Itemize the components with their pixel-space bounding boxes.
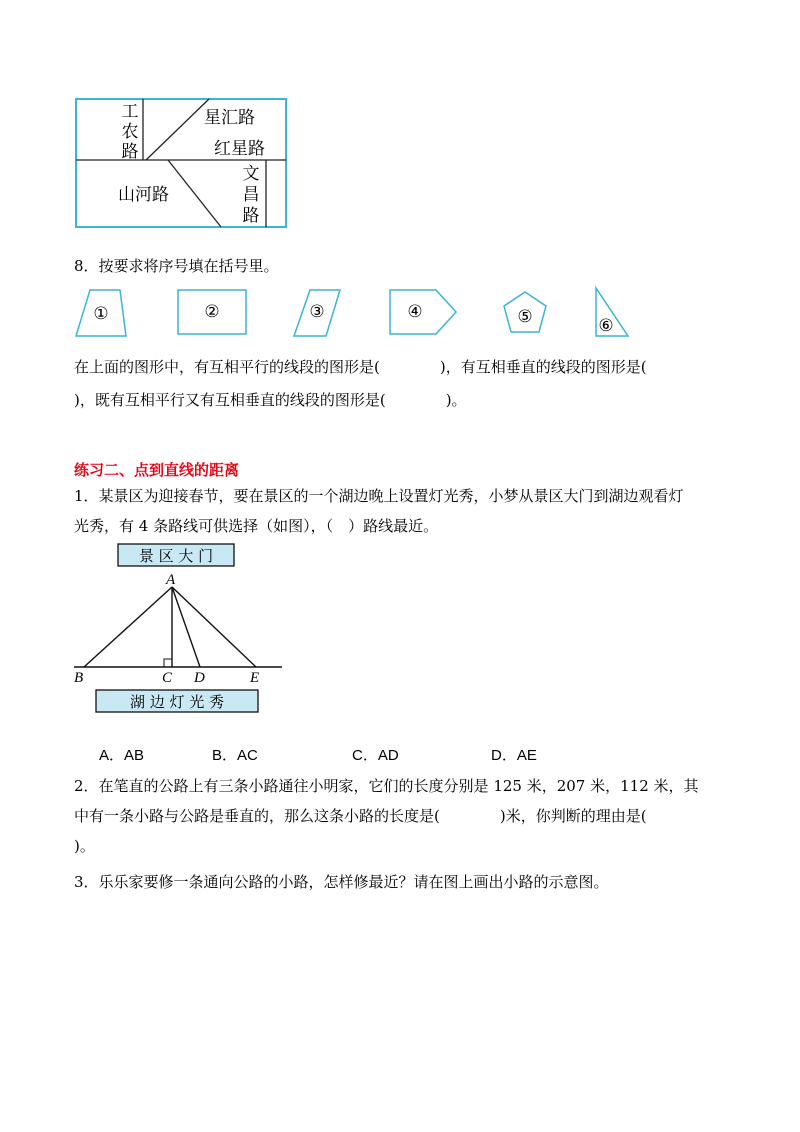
q2-line-3: )。 xyxy=(74,837,95,855)
segment-AB xyxy=(84,587,172,667)
option-d[interactable]: D．AE xyxy=(491,747,537,764)
right-angle-mark xyxy=(164,659,172,667)
gongnong-char-1: 工 xyxy=(121,102,139,122)
gate-label: 景 区 大 门 xyxy=(138,547,214,565)
q1-line-2: 光秀，有 4 条路线可供选择（如图），（ ）路线最近。 xyxy=(74,517,439,535)
q8-title: 8．按要求将序号填在括号里。 xyxy=(74,257,279,275)
q3-text: 3．乐乐家要修一条通向公路的小路，怎样修最近？请在图上画出小路的示意图。 xyxy=(74,873,609,891)
road-map-figure xyxy=(74,97,290,231)
gongnong-char-2: 农 xyxy=(121,122,139,142)
point-D-label: D xyxy=(194,670,205,686)
q2-line-2: 中有一条小路与公路是垂直的，那么这条小路的长度是( )米，你判断的理由是( xyxy=(74,807,647,825)
q2-line-1: 2．在笔直的公路上有三条小路通往小明家，它们的长度分别是 125 米，207 米，112 米，其 xyxy=(74,777,699,795)
point-C-label: C xyxy=(162,670,173,686)
gongnong-char-3: 路 xyxy=(121,142,139,162)
option-c[interactable]: C．AD xyxy=(352,747,399,764)
hongxing-road-label: 红星路 xyxy=(214,139,265,159)
wenchang-char-2: 昌 xyxy=(242,185,260,205)
q8-answer-line-1: 在上面的图形中，有互相平行的线段的图形是( )，有互相垂直的线段的图形是( xyxy=(74,358,647,376)
shape-5-label: ⑤ xyxy=(517,307,533,327)
shape-6-label: ⑥ xyxy=(598,316,614,336)
point-B-label: B xyxy=(74,670,84,686)
section-2-title: 练习二、点到直线的距离 xyxy=(74,461,240,479)
shape-2-label: ② xyxy=(204,302,220,322)
point-A-label: A xyxy=(166,572,176,588)
option-b[interactable]: B．AC xyxy=(212,747,258,764)
shape-1-label: ① xyxy=(93,304,109,324)
wenchang-char-3: 路 xyxy=(242,206,260,226)
q1-line-1: 1．某景区为迎接春节，要在景区的一个湖边晚上设置灯光秀，小梦从景区大门到湖边观看灯 xyxy=(74,487,684,505)
shape-4-label: ④ xyxy=(407,302,423,322)
option-a[interactable]: A．AB xyxy=(99,747,145,764)
shape-4-pentagon-arrow xyxy=(390,290,456,334)
point-E-label: E xyxy=(250,670,260,686)
q8-shapes-figure xyxy=(70,284,650,344)
shape-3-label: ③ xyxy=(309,302,325,322)
segment-AD xyxy=(172,587,200,667)
segment-AE xyxy=(172,587,256,667)
shanhe-road-label: 山河路 xyxy=(118,185,169,205)
lake-label: 湖 边 灯 光 秀 xyxy=(129,693,225,711)
xinghui-road-label: 星汇路 xyxy=(204,108,255,128)
q8-answer-line-2: )，既有互相平行又有互相垂直的线段的图形是( )。 xyxy=(74,391,467,409)
wenchang-char-1: 文 xyxy=(242,164,260,184)
route-figure xyxy=(70,540,290,720)
